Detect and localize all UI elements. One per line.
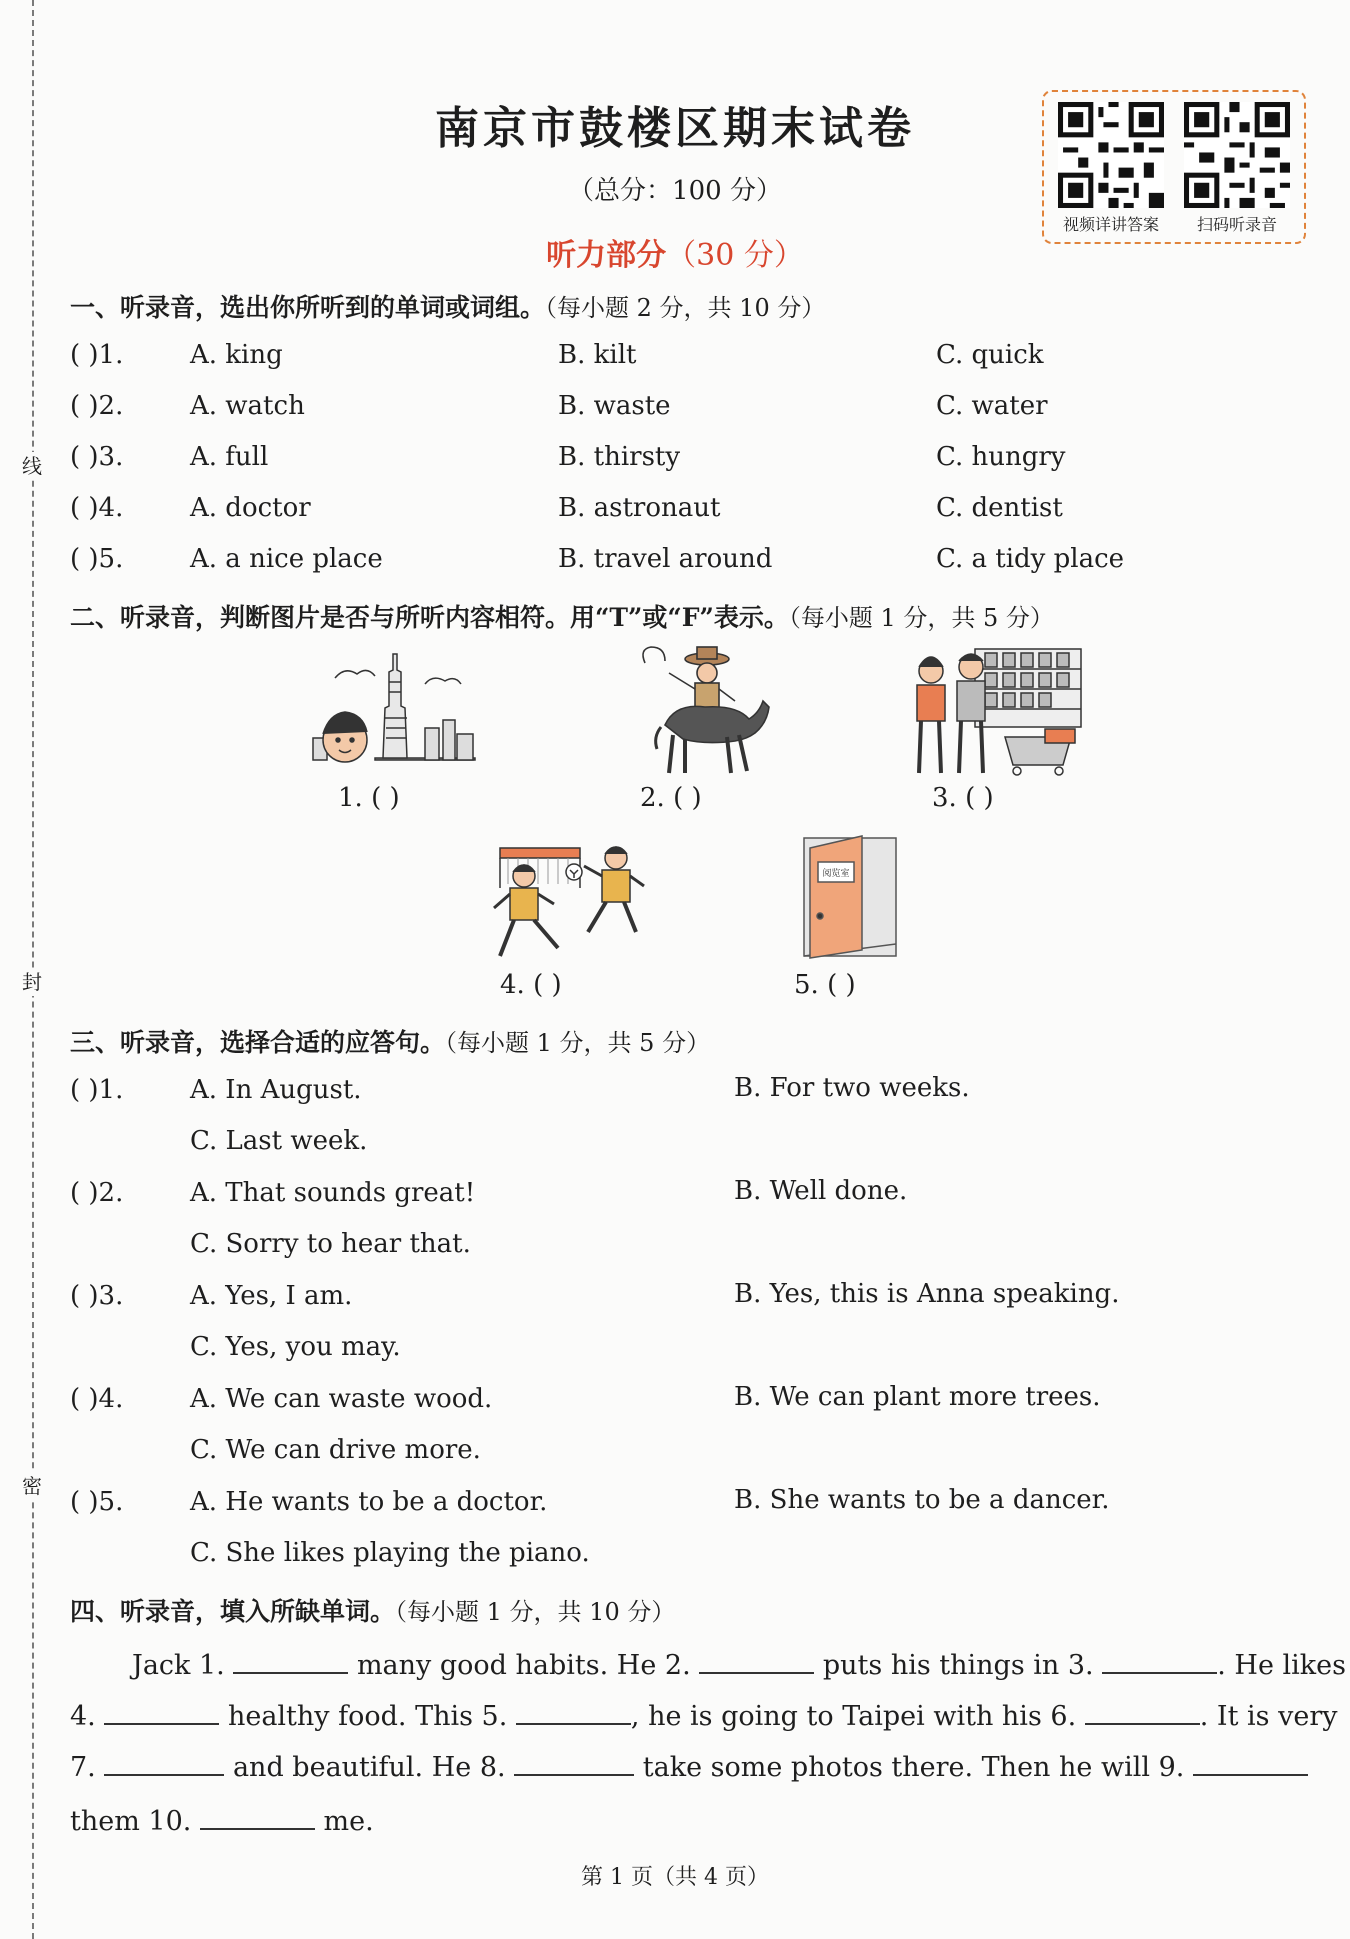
section2-note: （每小题 1 分，共 5 分）	[788, 604, 1054, 632]
cloze-text: 4.	[70, 1701, 96, 1732]
picture-supermarket-shopping-icon	[905, 645, 1085, 780]
s1-q4-option-c: C. dentist	[936, 493, 1063, 523]
s3-q3-option-a: A. Yes, I am.	[190, 1281, 353, 1311]
binding-mark-mi: 密	[18, 1472, 46, 1500]
s2-pic2-answer: 2. ( )	[640, 783, 702, 813]
qr-code-panel	[1042, 90, 1306, 244]
picture-reading-room-door-icon	[800, 832, 900, 962]
blank-6-field[interactable]	[1085, 1697, 1200, 1725]
blank-1-field[interactable]	[233, 1646, 348, 1674]
s1-q5-option-a: A. a nice place	[190, 544, 383, 574]
blank-9-field[interactable]	[1193, 1748, 1308, 1776]
s3-q1-option-a: A. In August.	[190, 1075, 362, 1105]
s1-q2-option-a: A. watch	[190, 391, 305, 421]
s3-q2-option-c: C. Sorry to hear that.	[190, 1229, 471, 1259]
qr-code-icon-audio[interactable]	[1184, 102, 1290, 208]
picture-taipei-tower-icon	[305, 648, 485, 778]
s2-pic4-answer: 4. ( )	[500, 970, 562, 1000]
s1-q1-option-a: A. king	[190, 340, 283, 370]
s1-q5-option-c: C. a tidy place	[936, 544, 1125, 574]
s1-q2-number: ( )2.	[70, 391, 124, 421]
section2-heading	[70, 598, 1054, 634]
s3-q4-option-b: B. We can plant more trees.	[734, 1382, 1101, 1412]
s1-q1-number: ( )1.	[70, 340, 124, 370]
section3-note: （每小题 1 分，共 5 分）	[445, 1029, 711, 1057]
cloze-text: . He likes	[1217, 1650, 1346, 1681]
cloze-line-1	[132, 1640, 1346, 1692]
picture-cowboy-on-horse-icon	[635, 645, 775, 780]
s3-q2-option-b: B. Well done.	[734, 1176, 908, 1206]
s1-q3-number: ( )3.	[70, 442, 124, 472]
s3-q4-option-a: A. We can waste wood.	[190, 1384, 493, 1414]
qr-caption-answers: 视频详讲答案	[1062, 215, 1159, 234]
cloze-line-4	[70, 1796, 374, 1848]
blank-3-field[interactable]	[1102, 1646, 1217, 1674]
s3-q2-option-a: A. That sounds great!	[190, 1178, 476, 1208]
cloze-text: . It is very	[1199, 1701, 1338, 1732]
s1-q2-option-c: C. water	[936, 391, 1048, 421]
listening-part-points: （30 分）	[666, 238, 804, 273]
s3-q4-number: ( )4.	[70, 1384, 124, 1414]
s3-q3-option-c: C. Yes, you may.	[190, 1332, 401, 1362]
s2-pic5-answer: 5. ( )	[794, 970, 856, 1000]
blank-5-field[interactable]	[516, 1697, 631, 1725]
binding-mark-feng: 封	[18, 968, 46, 996]
section4-note: （每小题 1 分，共 10 分）	[395, 1598, 676, 1626]
s3-q1-option-b: B. For two weeks.	[734, 1073, 970, 1103]
cloze-text: Jack 1.	[132, 1650, 225, 1681]
total-score: （总分：100 分）	[568, 176, 782, 206]
s1-q1-option-c: C. quick	[936, 340, 1044, 370]
section1-title: 一、听录音，选出你所听到的单词或词组。	[70, 293, 546, 322]
s1-q2-option-b: B. waste	[558, 391, 671, 421]
cloze-text: them 10.	[70, 1806, 192, 1837]
cloze-text: and beautiful. He 8.	[232, 1752, 506, 1783]
blank-10-field[interactable]	[200, 1802, 315, 1830]
s1-q3-option-a: A. full	[190, 442, 269, 472]
s2-pic1-answer: 1. ( )	[338, 783, 400, 813]
s1-q3-option-c: C. hungry	[936, 442, 1066, 472]
s2-pic3-answer: 3. ( )	[932, 783, 994, 813]
cloze-line-2	[70, 1691, 1337, 1743]
s3-q1-option-c: C. Last week.	[190, 1126, 368, 1156]
section4-heading	[70, 1592, 675, 1628]
s1-q5-number: ( )5.	[70, 544, 124, 574]
section1-note: （每小题 2 分，共 10 分）	[545, 294, 826, 322]
s3-q2-number: ( )2.	[70, 1178, 124, 1208]
picture-boys-playing-football-icon	[478, 832, 648, 962]
blank-7-field[interactable]	[104, 1748, 224, 1776]
binding-mark-xian: 线	[18, 452, 46, 480]
s3-q3-number: ( )3.	[70, 1281, 124, 1311]
s3-q5-option-c: C. She likes playing the piano.	[190, 1538, 590, 1568]
blank-2-field[interactable]	[699, 1646, 814, 1674]
s3-q4-option-c: C. We can drive more.	[190, 1435, 481, 1465]
s3-q5-option-b: B. She wants to be a dancer.	[734, 1485, 1110, 1515]
cloze-text: take some photos there. Then he will 9.	[642, 1752, 1185, 1783]
section3-heading	[70, 1023, 710, 1059]
s1-q3-option-b: B. thirsty	[558, 442, 681, 472]
listening-part-label: 听力部分	[546, 238, 667, 273]
cloze-text: puts his things in 3.	[822, 1650, 1094, 1681]
cloze-text: healthy food. This 5.	[227, 1701, 508, 1732]
qr-code-icon-answers[interactable]	[1058, 102, 1164, 208]
cloze-text: me.	[323, 1806, 374, 1837]
section3-title: 三、听录音，选择合适的应答句。	[70, 1028, 446, 1057]
s3-q1-number: ( )1.	[70, 1075, 124, 1105]
s3-q3-option-b: B. Yes, this is Anna speaking.	[734, 1279, 1120, 1309]
section4-title: 四、听录音，填入所缺单词。	[70, 1597, 396, 1626]
blank-4-field[interactable]	[104, 1697, 219, 1725]
s1-q5-option-b: B. travel around	[558, 544, 773, 574]
s3-q5-option-a: A. He wants to be a doctor.	[190, 1487, 548, 1517]
s1-q4-number: ( )4.	[70, 493, 124, 523]
qr-caption-audio: 扫码听录音	[1196, 215, 1277, 234]
section4-cloze-passage	[70, 1640, 1346, 1870]
cloze-text: , he is going to Taipei with his 6.	[630, 1701, 1077, 1732]
s1-q1-option-b: B. kilt	[558, 340, 637, 370]
s1-q4-option-a: A. doctor	[190, 493, 311, 523]
page-title: 南京市鼓楼区期末试卷	[435, 103, 915, 154]
section2-title: 二、听录音，判断图片是否与所听内容相符。用“T”或“F”表示。	[70, 603, 789, 632]
section1-heading	[70, 288, 825, 324]
s3-q5-number: ( )5.	[70, 1487, 124, 1517]
cloze-text: 7.	[70, 1752, 96, 1783]
page-footer: 第 1 页（共 4 页）	[581, 1865, 769, 1890]
cloze-text: many good habits. He 2.	[356, 1650, 691, 1681]
door-sign-text: 阅览室	[822, 869, 850, 879]
blank-8-field[interactable]	[514, 1748, 634, 1776]
cloze-line-3	[70, 1742, 1308, 1794]
s1-q4-option-b: B. astronaut	[558, 493, 721, 523]
